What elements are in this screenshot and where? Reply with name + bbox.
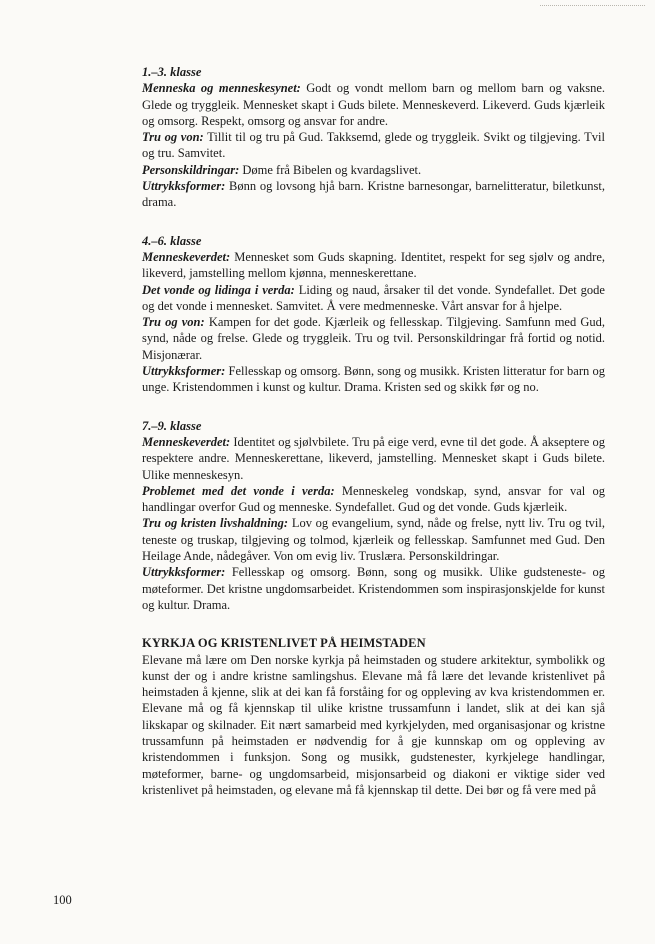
- top-edge-rule: [540, 5, 645, 6]
- section-grades-7-9: [142, 418, 605, 614]
- entry: [142, 564, 605, 613]
- entry-text: Bønn og lovsong hjå barn. Kristne barnesongar, barnelitteratur, biletkunst, drama.: [142, 179, 605, 210]
- section-title: 4.–6. klasse: [142, 233, 202, 248]
- entry-term: Uttrykksformer:: [142, 179, 226, 194]
- entry-text: Lov og evangelium, synd, nåde og frelse, nytt liv. Tru og tvil, teneste og truskap, tilgjeving og tolmod, kjærleik og fellesskap. Samfunnet med Gud. Den Heilage Ande, nådegåver. Von om evig liv. Truslæra. Personskildringar.: [142, 516, 605, 564]
- entry-term: Uttrykksformer:: [142, 364, 226, 379]
- entry: [142, 282, 605, 315]
- entry-term: Tru og von:: [142, 130, 204, 145]
- entry: [142, 483, 605, 516]
- entry: [142, 314, 605, 363]
- entry-text: Tillit til og tru på Gud. Takksemd, glede og tryggleik. Svikt og tilgjeving. Tvil og tru. Samvitet.: [142, 130, 605, 161]
- section-grades-4-6: [142, 233, 605, 396]
- entry-term: Tru og von:: [142, 315, 205, 330]
- page-content: [142, 64, 605, 798]
- entry: [142, 434, 605, 483]
- section-heading: KYRKJA OG KRISTENLIVET PÅ HEIMSTADEN: [142, 636, 426, 651]
- section-title: 7.–9. klasse: [142, 418, 202, 433]
- entry: [142, 129, 605, 162]
- entry-text: Liding og naud, årsaker til det vonde. Syndefallet. Det gode og det vonde i mennesket. Samvitet. Å vere medmenneske. Vårt ansvar for å hjelpe.: [142, 282, 605, 313]
- entry-text: Menneskeleg vondskap, synd, ansvar for val og handlingar overfor Gud og menneske. Syndefallet. Gud og det vonde. Guds kjærleik.: [142, 483, 605, 515]
- entry-term: Menneskeverdet:: [142, 434, 231, 449]
- entry-text: Fellesskap og omsorg. Bønn, song og musikk. Kristen litteratur for barn og unge. Kristendommen i kunst og kultur. Drama. Kristen sed og skikk før og no.: [142, 364, 605, 395]
- entry-text: Godt og vondt mellom barn og mellom barn og vaksne. Glede og tryggleik. Mennesket skapt i Guds bilete. Menneskeverd. Likeverd. Guds kjærleik og omsorg. Respekt, omsorg og ansvar for andre.: [142, 81, 605, 128]
- section-grades-1-3: [142, 64, 605, 211]
- entry: [142, 515, 605, 564]
- entry-text: Kampen for det gode. Kjærleik og fellesskap. Tilgjeving. Samfunn med Gud, synd, nåde og frelse. Glede og tryggleik. Tru og tvil. Personskildringar frå fortid og notid. Misjonærar.: [142, 315, 606, 362]
- section-title: 1.–3. klasse: [142, 65, 202, 79]
- entry-text: Fellesskap og omsorg. Bønn, song og musikk. Ulike gudsteneste- og møteformer. Det kristne ungdomsarbeidet. Kristendommen som inspirasjonskjelde for kunst og kultur. Drama.: [142, 565, 605, 612]
- entry: [142, 80, 605, 129]
- entry-text: Identitet og sjølvbilete. Tru på eige verd, evne til det gode. Å akseptere og respektere andre. Menneskerettane, likeverd, jamstelling. Mennesket skapt i Guds bilete. Ulike menneskesyn.: [142, 434, 605, 482]
- entry-text: Mennesket som Guds skapning. Identitet, respekt for seg sjølv og andre, likeverd, jamstelling mellom kjønna, menneskerettane.: [142, 249, 605, 281]
- entry: [142, 178, 605, 211]
- entry-term: Det vonde og lidinga i verda:: [142, 282, 295, 297]
- entry-text: Døme frå Bibelen og kvardagslivet.: [239, 162, 422, 177]
- entry: [142, 249, 605, 282]
- entry: [142, 162, 605, 178]
- entry-term: Problemet med det vonde i verda:: [142, 483, 335, 498]
- body-paragraph: Elevane må lære om Den norske kyrkja på heimstaden og studere arkitektur, symbolikk og kunst der og i andre kristne samlingshus. Elevane må få lære det levande kristenlivet på heimstaden å kjenne, slik at dei kan få forståing for og oppleving av kva kristendommen er. Elevane må og få kjennskap til ulike kristne trussamfunn i landet, slik at dei kan sjå likskapar og skilnader. Eit nært samarbeid med kyrkjelyden, med organisasjonar og kristne trussamfunn på heimstaden er nødvendig for å gje kunnskap om og oppleving av kristendommen i funksjon. Song og musikk, gudstenester, kyrkjelege handlingar, møteformer, barne- og ungdomsarbeid, misjonsarbeid og diakoni er viktige sider ved kristenlivet på heimstaden, og elevane må få kjennskap til dette. Dei bør og få vere med på: [142, 652, 605, 797]
- entry-term: Menneskeverdet:: [142, 249, 231, 264]
- entry-term: Uttrykksformer:: [142, 565, 226, 580]
- entry-term: Menneska og menneskesynet:: [142, 81, 301, 96]
- entry: [142, 363, 605, 396]
- entry-term: Personskildringar:: [142, 162, 240, 177]
- entry-term: Tru og kristen livshaldning:: [142, 516, 289, 531]
- page-number: 100: [53, 893, 72, 907]
